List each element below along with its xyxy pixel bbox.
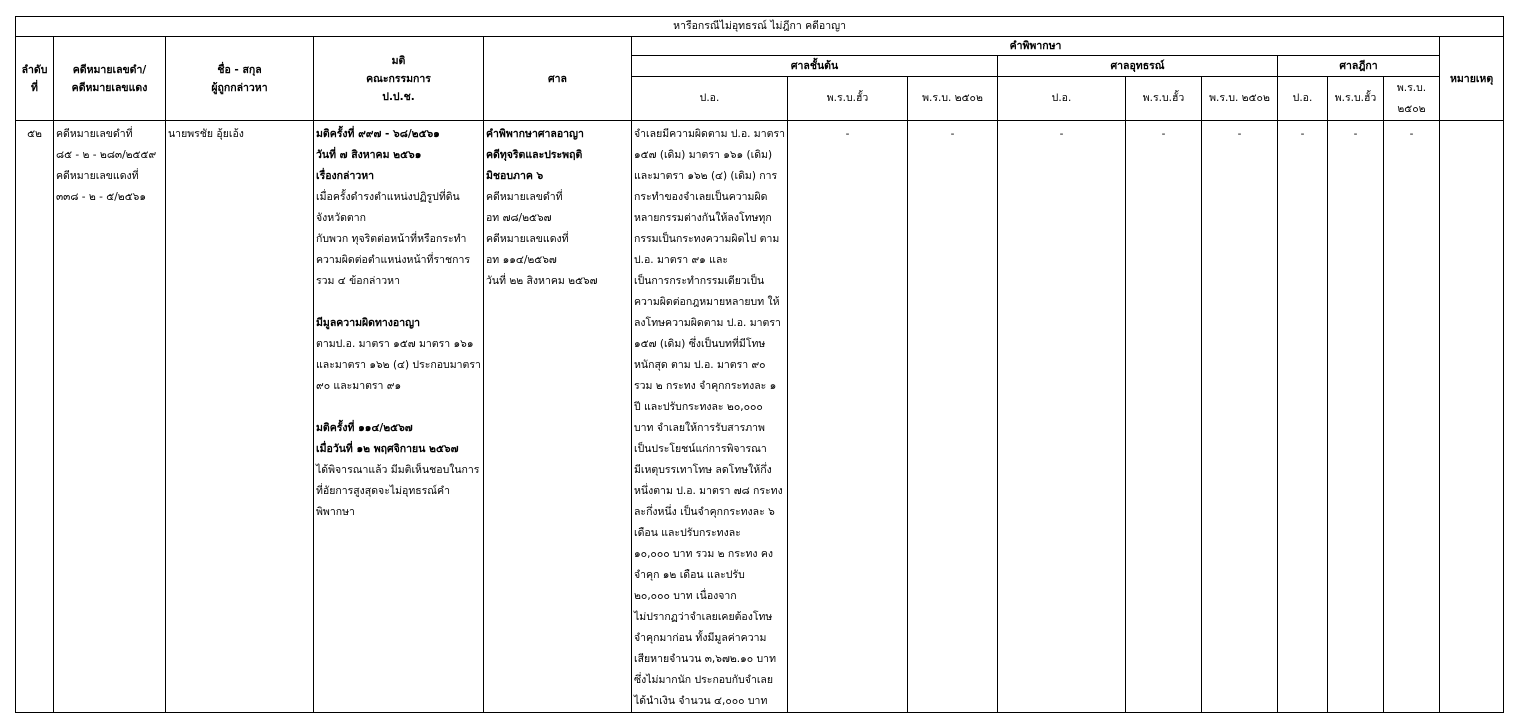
header-resolution: มติ คณะกรรมการ ป.ป.ช. [314,37,484,121]
judgment-line: ป.อ. มาตรา ๙๑ และ [634,254,729,266]
header-remark: หมายเหตุ [1440,37,1504,121]
judgment-line: กระทำของจำเลยเป็นความผิด [634,191,768,203]
judgment-line: เสียหายจำนวน ๓,๖๗๒.๑๐ บาท [634,653,776,665]
header-supreme-pra-ua: พ.ร.บ.ฮั้ว [1328,77,1384,121]
header-name: ชื่อ - สกุล ผู้ถูกกล่าวหา [166,37,314,121]
header-judgment: คำพิพากษา [632,37,1440,56]
judgment-line: ละกึ่งหนึ่ง เป็นจำคุกกระทงละ ๖ [634,506,775,518]
header-court-supreme: ศาลฎีกา [1278,56,1440,77]
judgment-line: ได้นำเงิน จำนวน ๔,๐๐๐ บาท [634,695,768,707]
banner-row [16,17,1504,37]
judgment-line: ซึ่งไม่มากนัก ประกอบกับจำเลย [634,674,774,686]
header-supreme-po: ป.อ. [1278,77,1328,121]
header-court: ศาล [484,37,632,121]
row-name: นายพรชัย อุ้ยเอ้ง [166,121,314,713]
judgment-line: เป็นประโยชน์แก่การพิจารณา [634,443,767,455]
row-resolution: มติครั้งที่ ๙๙๗ - ๖๘/๒๕๖๑ วันที่ ๗ สิงหาคม ๒๕๖๑ เรื่องกล่าวหา เมื่อครั้งดำรงตำแหน่งปฏิรูปที่ดิน จังหวัดตาก กับพวก ทุจริตต่อหน้าที่หรือกระทำ ความผิดต่อตำแหน่งหน้าที่ราชการ รวม ๔ ข้อกล่าวหา มีมูลความผิดทางอาญา ตามป.อ. มาตรา ๑๕๗ มาตรา ๑๖๑ และมาตรา ๑๖๒ (๔) ประกอบมาตรา ๙๐ และมาตรา ๙๑ มติครั้งที่ ๑๑๔/๒๕๖๗ เมื่อวันที่ ๑๒ พฤศจิกายน ๒๕๖๗ ได้พิจารณาแล้ว มีมติเห็นชอบในการ ที่อัยการสูงสุดจะไม่อุทธรณ์คำ พิพากษา [314,121,484,713]
header-case-no: คดีหมายเลขดำ/ คดีหมายเลขแดง [54,37,166,121]
row-first-pra-ua: - [788,121,908,713]
header-appeal-po: ป.อ. [998,77,1126,121]
header-court-first: ศาลชั้นต้น [632,56,998,77]
judgment-line: หนักสุด ตาม ป.อ. มาตรา ๙๐ [634,359,766,371]
row-supreme-po: - [1278,121,1328,713]
judgment-line: เดือน และปรับกระทงละ [634,527,741,539]
row-court: คำพิพากษาศาลอาญา คดีทุจริตและประพฤติ มิชอบภาค ๖ คดีหมายเลขดำที่ อท ๗๘/๒๕๖๗ คดีหมายเลขแดงที่ อท ๑๑๔/๒๕๖๗ วันที่ ๒๒ สิงหาคม ๒๕๖๗ [484,121,632,713]
judgment-line: ๑๐,๐๐๐ บาท รวม ๒ กระทง คง [634,548,774,560]
judgment-line: ๒๐,๐๐๐ บาท เนื่องจาก [634,590,737,602]
table-row [16,121,1504,713]
header-first-pra-ua: พ.ร.บ.ฮั้ว [788,77,908,121]
row-judgment-first-po [632,121,788,713]
header-court-appeal: ศาลอุทธรณ์ [998,56,1278,77]
row-remark [1440,121,1504,713]
judgment-line: จำเลยมีความผิดตาม ป.อ. มาตรา [634,128,785,140]
header-supreme-pra-2502: พ.ร.บ. ๒๕๐๒ [1384,77,1440,121]
judgment-line: ๑๕๗ (เดิม) มาตรา ๑๖๑ (เดิม) [634,149,773,161]
judgment-line: หลายกรรมต่างกันให้ลงโทษทุก [634,212,772,224]
header-first-pra-2502: พ.ร.บ. ๒๕๐๒ [908,77,998,121]
row-first-pra-2502: - [908,121,998,713]
judgment-line: รวม ๒ กระทง จำคุกกระทงละ ๑ [634,380,777,392]
judgment-line: ไม่ปรากฏว่าจำเลยเคยต้องโทษ [634,611,773,623]
judgment-line: เป็นการกระทำกรรมเดียวเป็น [634,275,765,287]
judgment-line: บาท จำเลยให้การรับสารภาพ [634,422,765,434]
case-table [15,16,1504,713]
table-banner: หารือกรณีไม่อุทธรณ์ ไม่ฎีกา คดีอาญา [16,17,1504,37]
judgment-line: จำคุก ๑๒ เดือน และปรับ [634,569,745,581]
judgment-line: ปี และปรับกระทงละ ๒๐,๐๐๐ [634,401,763,413]
row-appeal-pra-ua: - [1126,121,1202,713]
header-appeal-pra-ua: พ.ร.บ.ฮั้ว [1126,77,1202,121]
header-first-po: ป.อ. [632,77,788,121]
row-appeal-po: - [998,121,1126,713]
judgment-line: และมาตรา ๑๖๒ (๔) (เดิม) การ [634,170,778,182]
judgment-line: หนึ่งตาม ป.อ. มาตรา ๗๘ กระทง [634,485,783,497]
header-appeal-pra-2502: พ.ร.บ. ๒๕๐๒ [1202,77,1278,121]
judgment-line: ลงโทษความผิดตาม ป.อ. มาตรา [634,317,781,329]
judgment-line: จำคุกมาก่อน ทั้งมีมูลค่าความ [634,632,767,644]
judgment-line: ๑๕๗ (เดิม) ซึ่งเป็นบทที่มีโทษ [634,338,766,350]
header-row-1 [16,37,1504,56]
header-no: ลำดับ ที่ [16,37,54,121]
judgment-line: ความผิดต่อกฎหมายหลายบท ให้ [634,296,780,308]
row-no: ๕๒ [16,121,54,713]
row-supreme-pra-ua: - [1328,121,1384,713]
judgment-line: มีเหตุบรรเทาโทษ ลดโทษให้กึ่ง [634,464,772,476]
row-appeal-pra-2502: - [1202,121,1278,713]
judgment-line: กรรมเป็นกระทงความผิดไป ตาม [634,233,780,245]
row-case-no: คดีหมายเลขดำที่ ๘๕ - ๒ - ๒๘๓/๒๕๕๙ คดีหมายเลขแดงที่ ๓๓๘ - ๒ - ๕/๒๕๖๑ [54,121,166,713]
row-supreme-pra-2502: - [1384,121,1440,713]
